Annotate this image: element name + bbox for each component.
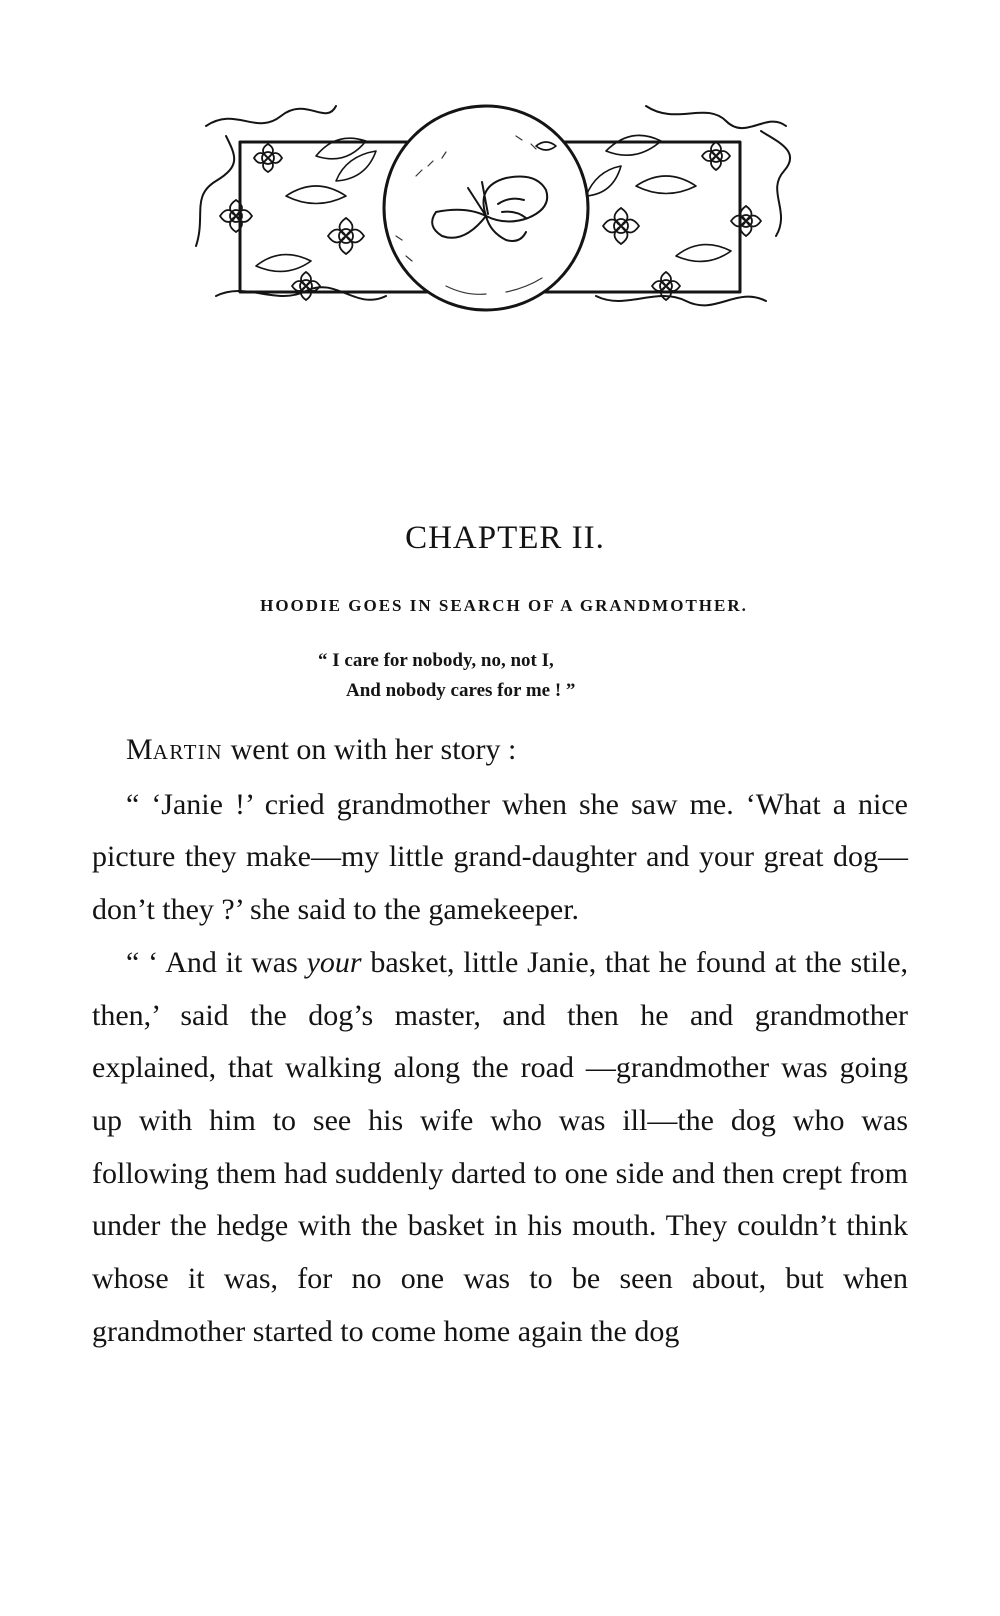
- paragraph: [92, 724, 908, 779]
- chapter-number: CHAPTER II.: [405, 520, 605, 556]
- emphasized-word: your: [306, 945, 362, 979]
- paragraph: “ ‘Janie !’ cried grandmother when she saw me. ‘What a nice picture they make—my little grand-daughter and your great dog—don’t they ?’ she said to the gamekeeper.: [92, 787, 908, 927]
- paragraph-text: basket, little Janie, that he found at the stile, then,’ said the dog’s master, and then he and grandmother explained, that walking along the road —grandmother was going up with him to see his wife who was ill—the dog who was following them had suddenly darted to one side and then crept from under the hedge with the basket in his mouth. They couldn’t think whose it was, for no one was to be seen about, but when grandmother started to come home again the dog: [92, 945, 909, 1348]
- chapter-title: HOODIE GOES IN SEARCH OF A GRANDMOTHER.: [260, 596, 748, 615]
- paragraph-text: “ ‘ And it was: [126, 945, 307, 979]
- epigraph-line: “ I care for nobody, no, not I,: [318, 650, 554, 671]
- small-caps-name: ARTIN: [152, 740, 224, 764]
- small-caps-initial: M: [126, 733, 153, 766]
- epigraph-line: And nobody cares for me ! ”: [346, 680, 576, 701]
- floral-headpiece-icon: [186, 96, 796, 326]
- chapter-body: [92, 724, 908, 1358]
- epigraph: [318, 646, 738, 706]
- paragraph-text: went on with her story :: [223, 733, 517, 766]
- paragraph: [92, 937, 908, 1359]
